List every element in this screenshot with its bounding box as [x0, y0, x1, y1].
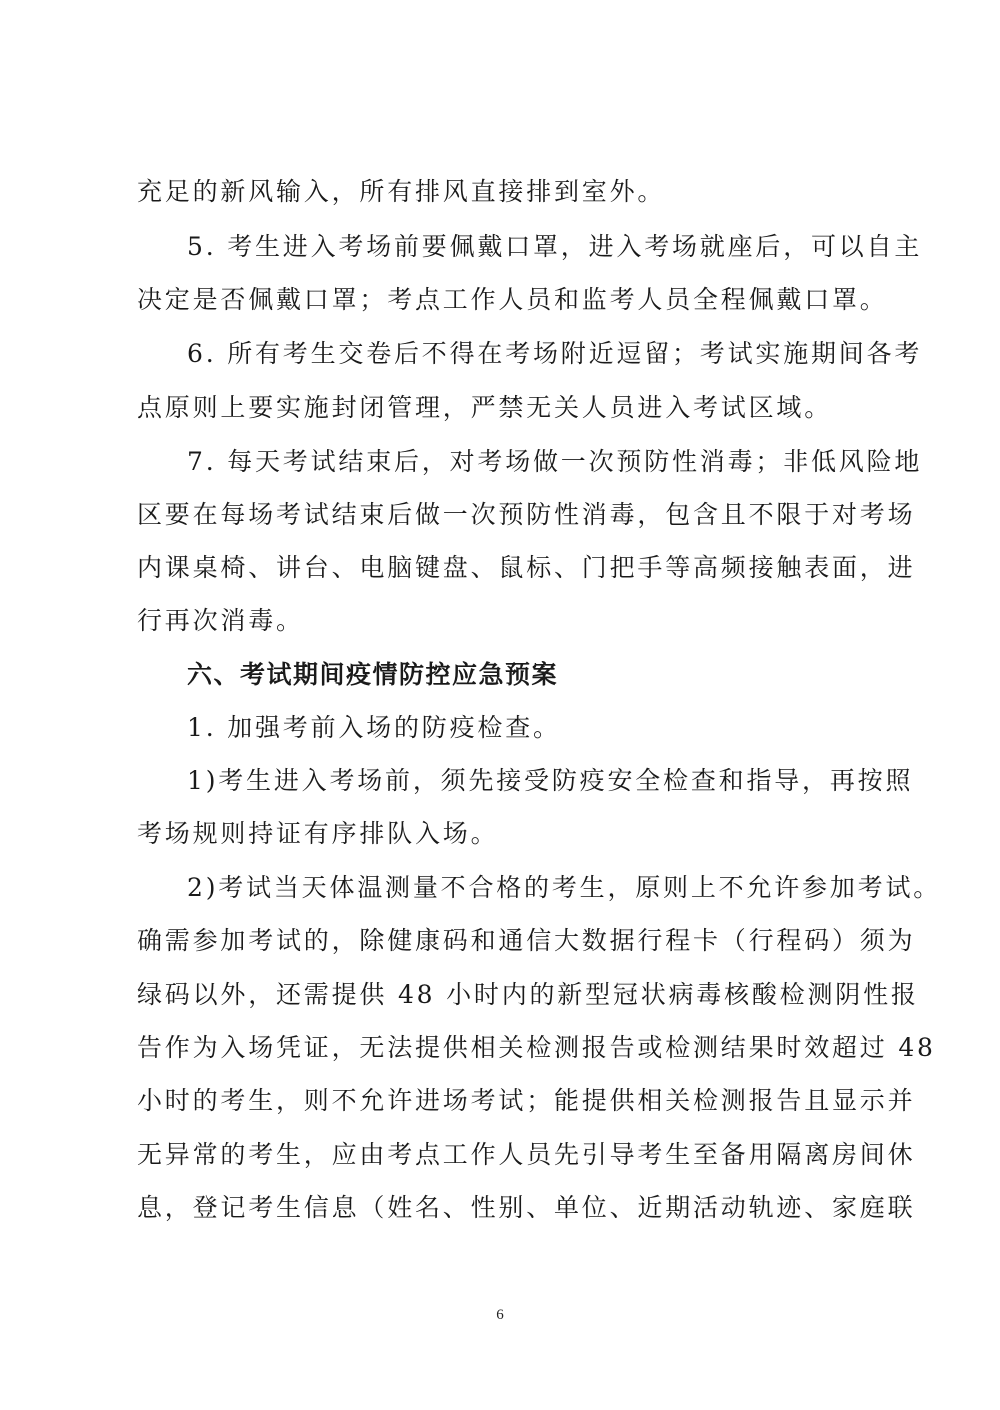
- text-line: 充足的新风输入，所有排风直接排到室外。: [137, 177, 666, 206]
- text-line: 告作为入场凭证，无法提供相关检测报告或检测结果时效超过 48: [137, 1033, 936, 1062]
- text-line: 无异常的考生，应由考点工作人员先引导考生至备用隔离房间休: [137, 1140, 916, 1169]
- text-line: 区要在每场考试结束后做一次预防性消毒，包含且不限于对考场: [137, 500, 916, 529]
- text-line: 2)考试当天体温测量不合格的考生，原则上不允许参加考试。: [187, 873, 942, 902]
- text-line: 考场规则持证有序排队入场。: [137, 819, 499, 848]
- text-line: 5. 考生进入考场前要佩戴口罩，进入考场就座后，可以自主: [187, 232, 923, 261]
- text-line: 确需参加考试的，除健康码和通信大数据行程卡（行程码）须为: [137, 926, 916, 955]
- text-line: 决定是否佩戴口罩；考点工作人员和监考人员全程佩戴口罩。: [137, 285, 888, 314]
- text-line: 7. 每天考试结束后，对考场做一次预防性消毒；非低风险地: [187, 447, 923, 476]
- text-line: 1. 加强考前入场的防疫检查。: [187, 713, 561, 742]
- text-line: 绿码以外，还需提供 48 小时内的新型冠状病毒核酸检测阴性报: [137, 980, 919, 1009]
- text-line: 行再次消毒。: [137, 606, 304, 635]
- page-number: 6: [496, 1307, 504, 1323]
- text-line: 6. 所有考生交卷后不得在考场附近逗留；考试实施期间各考: [187, 339, 923, 368]
- text-line: 小时的考生，则不允许进场考试；能提供相关检测报告且显示并: [137, 1086, 916, 1115]
- section-heading: 六、考试期间疫情防控应急预案: [187, 660, 559, 689]
- text-line: 内课桌椅、讲台、电脑键盘、鼠标、门把手等高频接触表面，进: [137, 553, 916, 582]
- text-line: 1)考生进入考场前，须先接受防疫安全检查和指导，再按照: [187, 766, 914, 795]
- text-line: 点原则上要实施封闭管理，严禁无关人员进入考试区域。: [137, 393, 833, 422]
- text-line: 息，登记考生信息（姓名、性别、单位、近期活动轨迹、家庭联: [137, 1193, 916, 1222]
